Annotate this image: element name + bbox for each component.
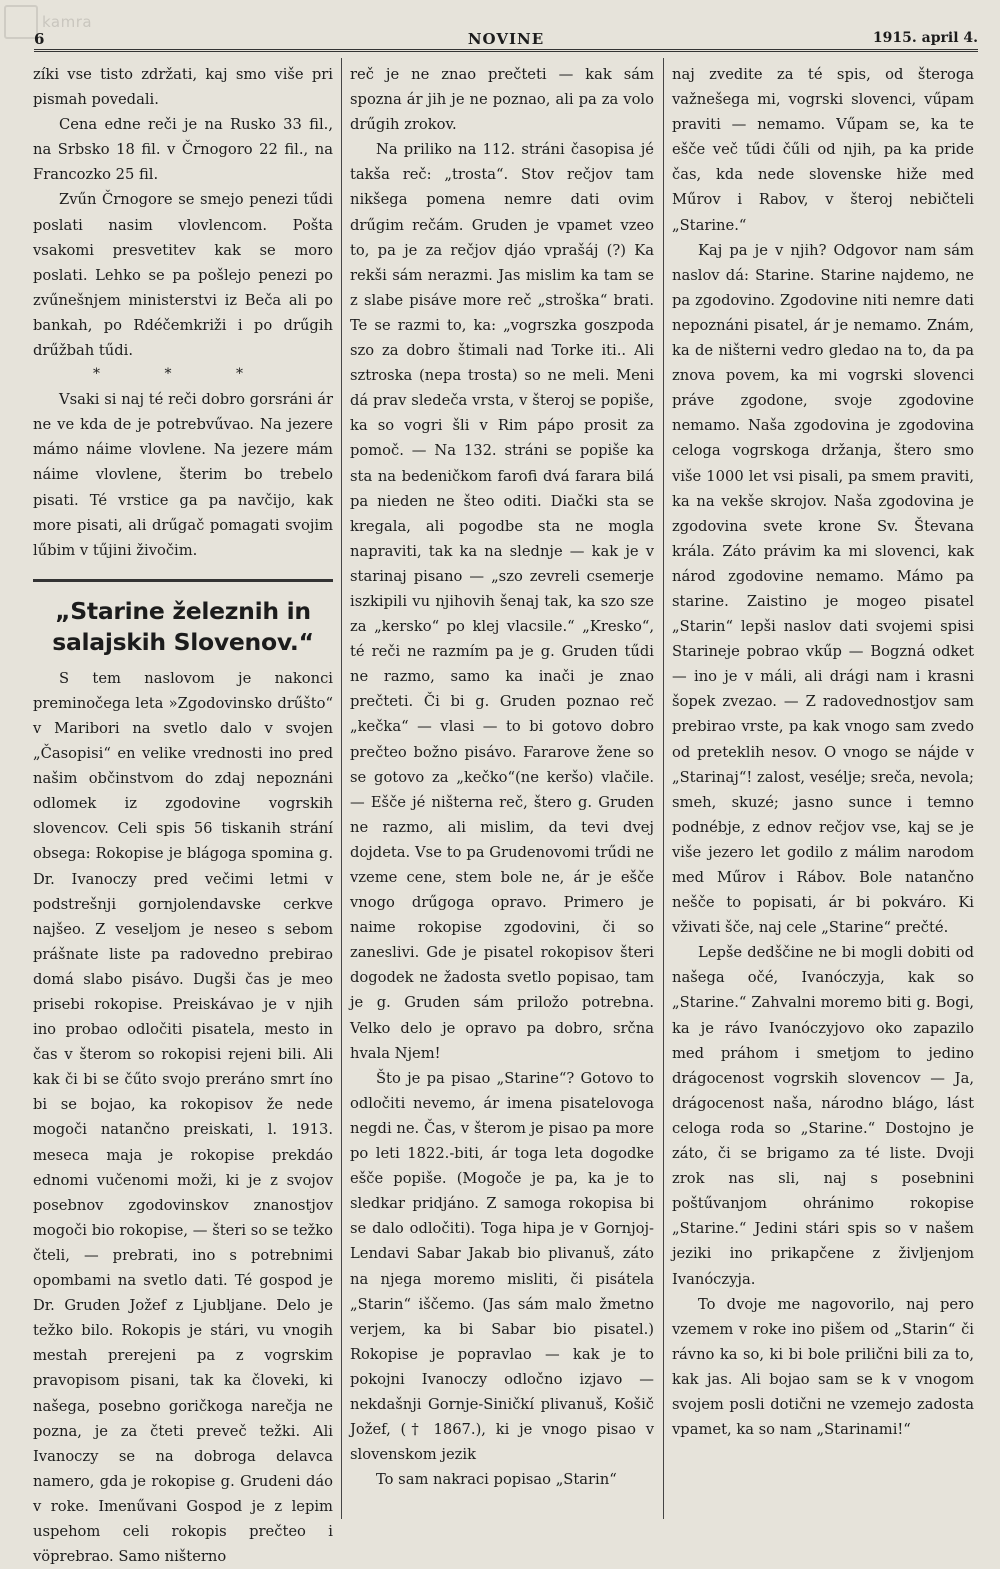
- paragraph: Zvűn Črnogore se smejo penezi tűdi poslati nasim vlovlencom. Pošta vsakomi presvetitev kak se moro poslati. Lehko se pa pošlejo penezi po zvűnešnjem ministerstvi iz Beča ali po bankah, po Rdéčemkriži i po drűgih drűžbah tűdi.: [33, 191, 333, 360]
- issue-date: 1915. april 4.: [872, 30, 978, 46]
- paragraph: Cena edne reči je na Rusko 33 fil., na Srbsko 18 fil. v Črnogoro 22 fil., na Francozko 25 fil.: [33, 116, 333, 184]
- paragraph: To sam nakraci popisao „Starin“: [376, 1471, 617, 1489]
- paragraph: Što je pa pisao „Starine“? Gotovo to odločiti nevemo, ár imena pisatelovoga negdi ne. Čas, v šterom je pisao pa more po leti 1822.-biti, ár toga leta dogodke ešče popiše. (Mogoče je pa, ka je to sledkar pridjáno. Z samoga rokopisa bi se dalo odločiti). Toga hipa je v Gornjoj-Lendavi Sabar Jakab bio plivanuš, záto na njega moremo misliti, či pisátela „Starin“ iščemo. (Jas sám malo žmetno verjem, ka bi Sabar bio pisatel.) Rokopise je popravlao — kak je to pokojni Ivanoczy odločno izjavo — nekdašnji Gornje-Siničkí plivanuš, Košič Jožef, († 1867.), ki je vnogo pisao v slovenskom jezik: [350, 1069, 654, 1464]
- paragraph: reč je ne znao prečteti — kak sám spozna ár jih je ne poznao, ali pa za volo drűgih zrokov.: [350, 66, 654, 134]
- paragraph: Na priliko na 112. stráni časopisa jé takša reč: „trosta“. Stov rečjov tam nikšega pomena nemre dati ovim drűgim rečám. Gruden je vpamet vzeo to, pa je za rečjov djáo vprašáj (?) Ka rekši sám nerazmi. Jas mislim ka tam se z slabe pisáve more reč „stroška“ brati. Te se razmi to, ka: „vogrszka goszpoda szo za dobro štimali nad Torke iti.. Ali sztroska (nepa trosta) so ne meli. Meni dá prav sledeča vrsta, v šteroj se popiše, ka so vogri šli v Rim pápo prosit za pomoč. — Na 132. stráni se popiše ka sta na bedeničkom farofi dvá farara bilá pa nieden ne šteo oditi. Diački sta se kregala, ali pogodbe sta ne mogla napraviti, tak ka na slednje — kak je v starinaj pisano — „szo zevreli csemerje iszkipili vu njihovih šenaj tak, ka szo sze za „kersko“ po klej vlacsile.“ „Kresko“, té reči ne razmím pa je g. Gruden tűdi ne razmo, samo ka inači je znao prečteti. Či bi g. Gruden poznao reč „kečka“ — vlasi — to bi gotovo dobro prečteo božno pisávo. Fararove žene so se gotovo za „kečko“(ne keršo) vlačile. — Ešče jé ništerna reč, štero g. Gruden ne razmo, ali mislim, da tevi dvej dojdeta. Vse to pa Grudenovomi trűdi ne vzeme cene, stem bole ne, ár je ešče vnogo drűgoga opravo. Primero je naime rokopise zgodovini, či so zaneslivi. Gde je pisatel rokopisov šteri dogodek ne žadosta svetlo popisao, tam je g. Gruden sám priložo potrebna. Velko delo je opravo pa dobro, srčna hvala Njem!: [350, 141, 654, 1062]
- column-3: [672, 62, 974, 1442]
- column-divider: [341, 58, 342, 1519]
- paragraph: naj zvedite za té spis, od šteroga važnešega mi, vogrski slovenci, vűpam praviti — nemamo. Vűpam se, ka te ešče več tűdi čűli od njih, pa ka pride čas, kda nede slovenske hiže med Műrov i Rabov, v šteroj nebičteli „Starine.“: [672, 66, 974, 234]
- paragraph: Lepše dedščine ne bi mogli dobiti od našega očé, Ivanóczyja, kak so „Starine.“ Zahvalni moremo biti g. Bogi, ka je rávo Ivanóczyjovo oko zapazilo med práhom i smetjom to jedino drágocenost vogrskih slovencov — Ja, drágocenost naša, národno blágo, lást celoga roda so „Starine.“ Dostojno je záto, či se brigamo za té liste. Dvoji zrok nas sli, naj s posebnini poštűvanjom ohránimo rokopise „Starine.“ Jedini stári spis so v našem jeziki ino prikapčene z življenjom Ivanóczyja.: [672, 944, 974, 1288]
- watermark-logo-icon: [4, 5, 38, 39]
- paragraph: Kaj pa je v njih? Odgovor nam sám naslov dá: Starine. Starine najdemo, ne pa zgodovino. Zgodovine niti nemre dati nepoznáni pisatel, ár je nemamo. Znám, ka de ništerni vedro gledao na to, da pa znova povem, ka mi vogrski slovenci práve zgodone, svoje zgodovine nemamo. Naša zgodovina je zgodovina celoga vogrskoga držanja, štero smo više 1000 let vsi pisali, pa smem praviti, ka na vekše skrojov. Naša zgodovina je zgodovina svete krone Sv. Števana krála. Záto právim ka mi slovenci, kak národ zgodovine nemamo. Mámo pa starine. Zaistino je mogeo pisatel „Starin“ lepši naslov dati svojemi spisi Starineje pobrao vkűp — Bogzná odket — ino je v máli, ali drági nam i krasni šopek zvezao. — Z radovednostjov sam prebirao vrste, pa kak vnogo sam zvedo od preteklih nesov. O vnogo se nájde v „Starinaj“! zalost, vesélje; sreča, nevola; smeh, skuzé; jasno sunce i temno podnébje, z ednov rečjov vse, kaj se je više jezero let godilo z málim narodom med Műrov i Rábov. Bole natančno nešče to popisati, ár bi pokváro. Ki vživati šče, naj cele „Starine“ prečté.: [672, 241, 974, 937]
- paragraph: Vsaki si naj té reči dobro gorsráni ár ne ve kda de je potrebvűvao. Na jezere mámo náime vlovlene. Na jezere mám náime vlovlene, šterim bo trebelo pisati. Té vrstice ga pa navčijo, kak more pisati, ali drűgač pomagati svojim lűbim v tűjini živočim.: [33, 391, 333, 559]
- article-divider: [33, 579, 333, 582]
- paragraph: To dvoje me nagovorilo, naj pero vzemem v roke ino pišem od „Starin“ či rávno ka so, ki bi bole prilični bili za to, kak jas. Ali bojao sam se k v vnogom svojem posli dotični ne vzemejo zadosta vpamet, ka so nam „Starinami!“: [672, 1295, 974, 1439]
- article-headline: „Starine železnih in salajskih Slovenov.“: [52, 596, 314, 656]
- newspaper-title: NOVINE: [467, 30, 545, 48]
- column-divider: [663, 58, 664, 1519]
- column-2: [350, 62, 654, 1492]
- page-number: 6: [34, 30, 45, 48]
- header-rule: [34, 49, 978, 52]
- column-1: [33, 62, 333, 1569]
- paragraph: zíki vse tisto zdržati, kaj smo više pri pismah povedali.: [33, 66, 333, 109]
- watermark-text: kamra: [42, 13, 93, 31]
- section-stars: * * *: [93, 366, 273, 383]
- paragraph: S tem naslovom je nakonci preminočega leta »Zgodovinsko drűšto“ v Maribori na svetlo dalo v svojen „Časopisi“ en velike vrednosti ino pred našim občinstvom do zdaj nepoznáni odlomek iz zgodovine vogrskih slovencov. Celi spis 56 tiskanih strání obsega: Rokopise je blágoga spomina g. Dr. Ivanoczy pred večimi letmi v podstrešnji gornjolendavske cerkve najšeo. Z veseljom je neseo s sebom prášnate liste pa radovedno prebirao domá slabo pisávo. Dugši čas je meo prisebi rokopise. Preiskávao je v njih ino probao odločiti pisatela, mesto in čas v šterom so rokopisi rejeni bili. Ali kak či bi se čűto svojo preráno smrt íno bi se bojao, ka rokopisov že nede mogoči natančno preiskati, l. 1913. meseca maja je rokopise prekdáo ednomi vučenomi moži, ki je z svojov posebnov zgodovinskov znanostjov mogoči bio rokopise, — šteri so se težko čteli, — prebrati, ino s potrebnimi opombami na svetlo dati. Té gospod je Dr. Gruden Jožef z Ljubljane. Delo je težko bilo. Rokopis je stári, vu vnogih mestah prerejeni pa z vogrskim pravopisom pisani, tak ka človeki, ki našega, posebno goričkoga narečja ne pozna, je za čteti preveč težki. Ali Ivanoczy se na dobroga delavca namero, gda je rokopise g. Grudeni dáo v roke. Imenűvani Gospod je z lepim uspehom celi rokopis prečteo i vöprebrao. Samo ništerno: [33, 669, 333, 1566]
